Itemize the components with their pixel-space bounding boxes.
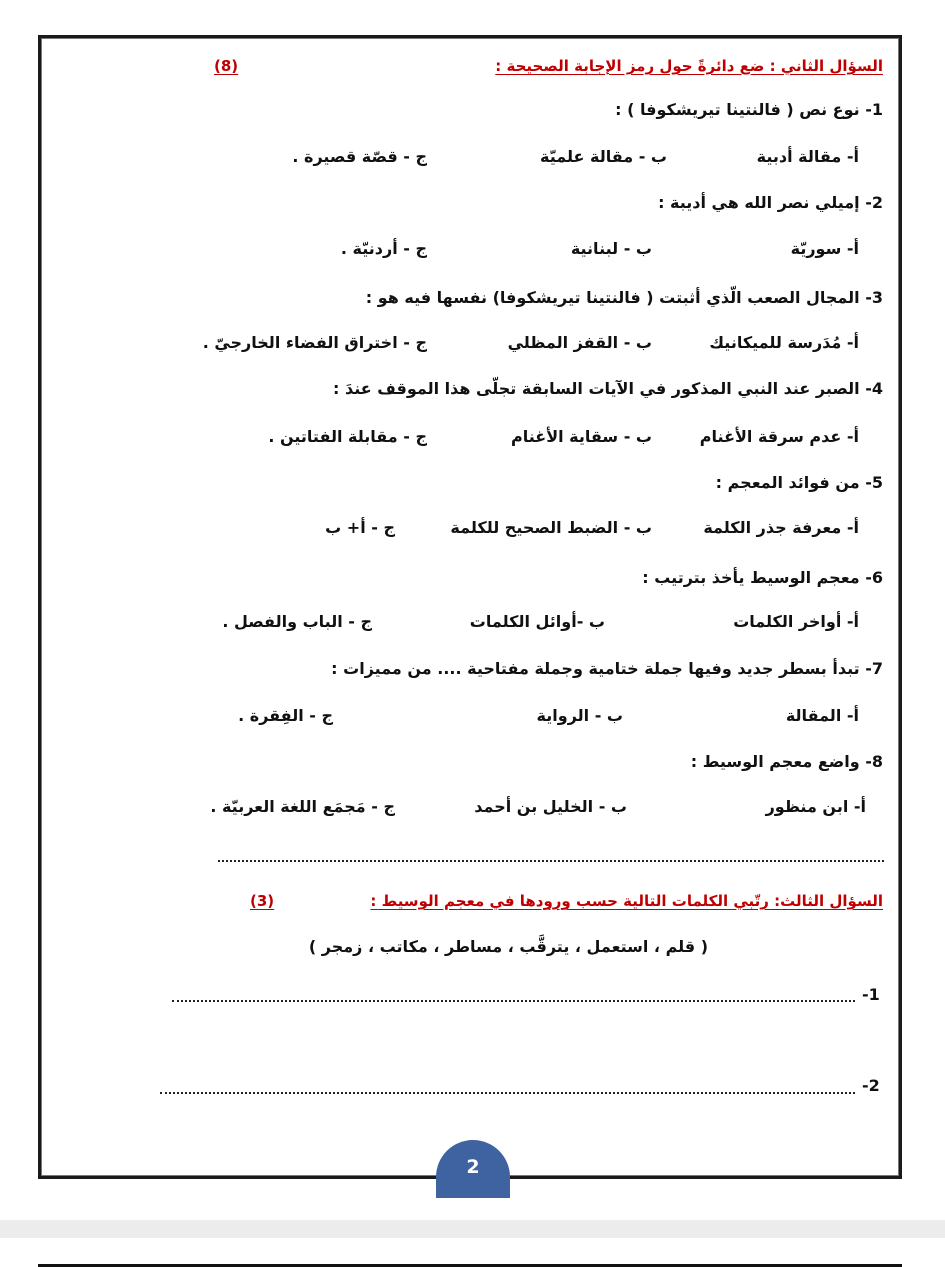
q5-option-c[interactable]: ج - أ+ ب xyxy=(325,518,395,537)
q1-option-a[interactable]: أ- مقالة أدبية xyxy=(756,147,859,166)
q1-option-c[interactable]: ج - قصّة قصيرة . xyxy=(292,147,427,166)
q8-option-c[interactable]: ج - مَجمَع اللغة العربيّة . xyxy=(210,797,395,816)
q1-option-b[interactable]: ب - مقالة علميّة xyxy=(540,147,667,166)
q4-option-c[interactable]: ج - مقابلة الفتاتين . xyxy=(268,427,427,446)
q8-option-b[interactable]: ب - الخليل بن أحمد xyxy=(474,797,627,816)
q5-option-a[interactable]: أ- معرفة جذر الكلمة xyxy=(703,518,859,537)
q2-option-b[interactable]: ب - لبنانية xyxy=(570,239,652,258)
q5-option-b[interactable]: ب - الضبط الصحيح للكلمة xyxy=(450,518,652,537)
q6-option-c[interactable]: ج - الباب والفصل . xyxy=(222,612,372,631)
q8-option-a[interactable]: أ- ابن منظور xyxy=(765,797,866,816)
section-divider xyxy=(218,860,884,862)
answer-1-line[interactable] xyxy=(172,1000,855,1002)
page-gap xyxy=(0,1220,945,1238)
q4-option-b[interactable]: ب - سقاية الأغنام xyxy=(511,427,652,446)
q7-option-a[interactable]: أ- المقالة xyxy=(785,706,859,725)
q6-option-a[interactable]: أ- أواخر الكلمات xyxy=(733,612,859,631)
question-1: 1- نوع نص ( فالنتينا تيريشكوفا ) : xyxy=(615,100,883,119)
q2-option-a[interactable]: أ- سوريّة xyxy=(790,239,859,258)
answer-2-line[interactable] xyxy=(160,1092,855,1094)
section2-title: السؤال الثاني : ضع دائرةً حول رمز الإجابة الصحيحة : xyxy=(495,57,883,75)
question-5: 5- من فوائد المعجم : xyxy=(715,473,883,492)
section2-score: (8) xyxy=(214,57,239,75)
answer-1-label: -1 xyxy=(862,985,880,1004)
page-number: 2 xyxy=(466,1156,480,1178)
section3-score: (3) xyxy=(250,892,275,910)
question-7: 7- تبدأ بسطر جديد وفيها جملة ختامية وجملة مفتاحية .... من مميزات : xyxy=(331,659,883,678)
q7-option-b[interactable]: ب - الرواية xyxy=(536,706,623,725)
q7-option-c[interactable]: ج - الفِقرة . xyxy=(238,706,333,725)
page-number-badge xyxy=(436,1140,510,1198)
q4-option-a[interactable]: أ- عدم سرقة الأغنام xyxy=(699,427,859,446)
answer-2-label: -2 xyxy=(862,1076,880,1095)
q2-option-c[interactable]: ج - أردنيّة . xyxy=(340,239,427,258)
q3-option-b[interactable]: ب - القفز المظلي xyxy=(507,333,652,352)
words-to-order: ( قلم ، استعمل ، يترقَّب ، مساطر ، مكاتب ، زمجر ) xyxy=(308,937,708,956)
question-8: 8- واضع معجم الوسيط : xyxy=(690,752,883,771)
question-4: 4- الصبر عند النبي المذكور في الآيات السابقة تجلّى هذا الموقف عندَ : xyxy=(333,379,883,398)
question-6: 6- معجم الوسيط يأخذ بترتيب : xyxy=(642,568,883,587)
question-3: 3- المجال الصعب الّذي أثبتت ( فالنتينا تيريشكوفا) نفسها فيه هو : xyxy=(365,288,883,307)
question-2: 2- إميلي نصر الله هي أديبة : xyxy=(658,193,883,212)
q6-option-b[interactable]: ب -أوائل الكلمات xyxy=(469,612,605,631)
q3-option-c[interactable]: ج - اختراق الفضاء الخارجيّ . xyxy=(202,333,427,352)
section3-title: السؤال الثالث: رتّبي الكلمات التالية حسب ورودها في معجم الوسيط : xyxy=(370,892,883,910)
q3-option-a[interactable]: أ- مُدَرسة للميكانيك xyxy=(709,333,859,352)
